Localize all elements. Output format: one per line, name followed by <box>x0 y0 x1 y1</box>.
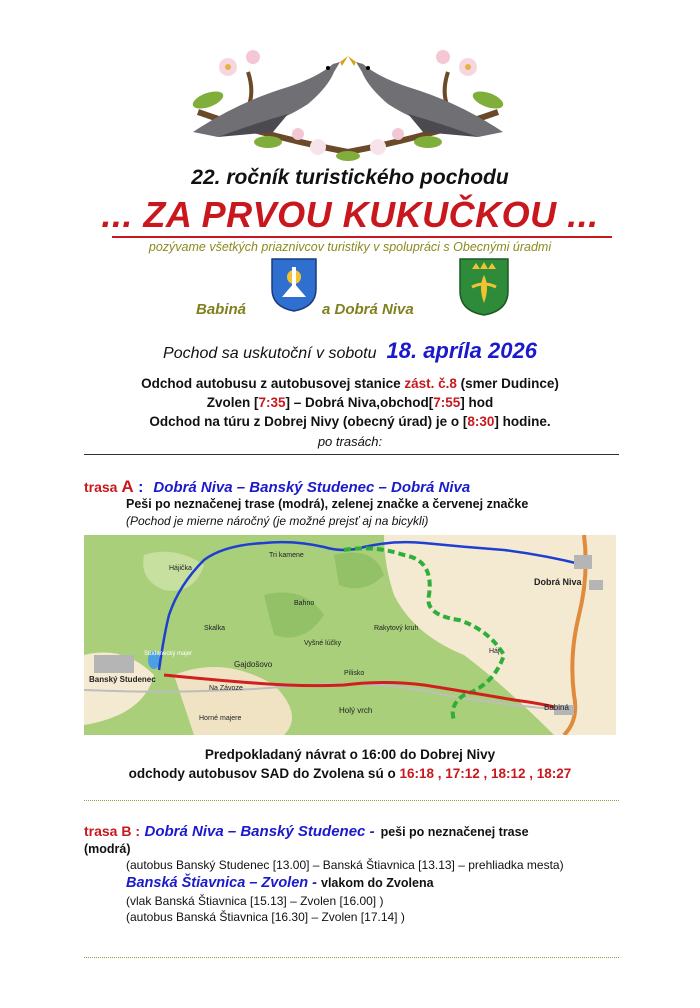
route-b-heading <box>84 823 529 841</box>
babina-coat-of-arms <box>270 257 318 313</box>
bus-stop-number: zást. č.8 <box>404 376 457 391</box>
routes-intro: po trasách: <box>317 434 383 449</box>
invitation-text: pozývame všetkých priaznivcov turistiky v spolupráci s Obecnými úradmi <box>148 240 552 254</box>
route-map <box>84 535 616 735</box>
bus-return-text: odchody autobusov SAD do Zvolena sú o <box>128 766 400 781</box>
map-label-holy-vrch: Holý vrch <box>339 706 373 715</box>
route-b-train: (vlak Banská Štiavnica [15.13] – Zvolen [16.00] ) <box>126 894 384 908</box>
main-title: ... ZA PRVOU KUKUČKOU ... <box>101 194 599 235</box>
map-label-haj: Háj <box>489 648 500 655</box>
hour-suffix: ] hod <box>460 395 494 410</box>
hike-start-text: Odchod na túru z Dobrej Nivy (obecný úrad) je o [ <box>149 414 468 429</box>
route-b-second-leg-title: Banská Štiavnica – Zvolen - <box>126 875 317 891</box>
map-label-babina: Babiná <box>544 703 569 712</box>
map-label-studenecky-majer: Studenecký majer <box>144 651 193 657</box>
map-label-bahno: Bahno <box>294 600 315 607</box>
dobra-niva-time: 7:55 <box>433 395 461 410</box>
town-dobra-niva: a Dobrá Niva <box>322 301 414 318</box>
map-label-hajicka: Hájička <box>169 565 192 572</box>
event-date: 18. apríla 2026 <box>386 338 537 363</box>
route-b-path: Dobrá Niva – Banský Studenec - <box>144 823 375 840</box>
edition-title: 22. ročník turistického pochodu <box>191 166 509 189</box>
route-a-description: Peši po neznačenej trase (modrá), zelenej značke a červenej značke <box>126 497 529 511</box>
route-b-label: trasa B : <box>84 823 141 839</box>
map-label-horne-majere: Horné majere <box>199 715 242 722</box>
route-a-heading <box>84 477 470 497</box>
map-label-na-zavoze: Na Závoze <box>209 685 243 692</box>
dotted-divider-1 <box>84 800 619 801</box>
bus-return-times: 16:18 , 17:12 , 18:12 , 18:27 <box>399 766 572 781</box>
dobra-niva-coat-of-arms <box>458 257 510 317</box>
dotted-divider-2 <box>84 957 619 958</box>
map-label-vysne-lucky: Vyšné lúčky <box>304 640 342 647</box>
bus-return-line <box>0 766 700 781</box>
map-label-gajdosovo: Gajdošovo <box>234 660 273 669</box>
route-a-separator: : <box>133 479 144 496</box>
bus-departure-line <box>0 376 700 391</box>
route-b-second-leg-desc: vlakom do Zvolena <box>321 876 434 890</box>
route-b-bus-1: (autobus Banský Studenec [13.00] – Banská Štiavnica [13.13] – prehliadka mesta) <box>126 858 564 872</box>
route-a-letter: A <box>121 477 134 496</box>
event-date-line <box>0 338 700 364</box>
map-label-bansky-studenec: Banský Studenec <box>89 675 156 684</box>
route-a-note: (Pochod je mierne náročný (je možné prejsť aj na bicykli) <box>126 514 429 528</box>
map-label-tri-kamene: Tri kamene <box>269 552 304 559</box>
map-label-pilisko: Pilisko <box>344 670 365 677</box>
bus-direction: (smer Dudince) <box>456 376 559 391</box>
title-underline <box>112 236 612 238</box>
route-b-description: peši po neznačenej trase <box>380 825 529 839</box>
dobra-niva-shop-label: ] – Dobrá Niva,obchod[ <box>285 395 434 410</box>
route-a-path: Dobrá Niva – Banský Studenec – Dobrá Niva <box>153 479 471 496</box>
map-label-dobra-niva: Dobrá Niva <box>534 577 582 587</box>
town-babina: Babiná <box>196 301 247 318</box>
bus-times-line <box>0 395 700 410</box>
zvolen-label: Zvolen [ <box>206 395 259 410</box>
map-label-skalka: Skalka <box>204 625 226 632</box>
section-divider <box>84 454 619 455</box>
hike-start-suffix: ] hodine. <box>494 414 551 429</box>
hike-start-time: 8:30 <box>467 414 495 429</box>
date-lead-text: Pochod sa uskutoční v sobotu <box>163 345 377 362</box>
route-b-bus-2: (autobus Banská Štiavnica [16.30] – Zvolen [17.14] ) <box>126 910 405 924</box>
zvolen-time: 7:35 <box>258 395 286 410</box>
route-b-second-leg <box>126 874 434 892</box>
route-a-label: trasa <box>84 479 122 495</box>
hike-start-line <box>0 414 700 429</box>
cuckoos-illustration <box>178 42 518 162</box>
return-time-line: Predpokladaný návrat o 16:00 do Dobrej Nivy <box>204 747 496 762</box>
route-b-description-continued: (modrá) <box>84 842 131 856</box>
map-label-rakytovy-kruh: Rakytový kruh <box>374 625 419 632</box>
bus-departure-text: Odchod autobusu z autobusovej stanice <box>141 376 405 391</box>
